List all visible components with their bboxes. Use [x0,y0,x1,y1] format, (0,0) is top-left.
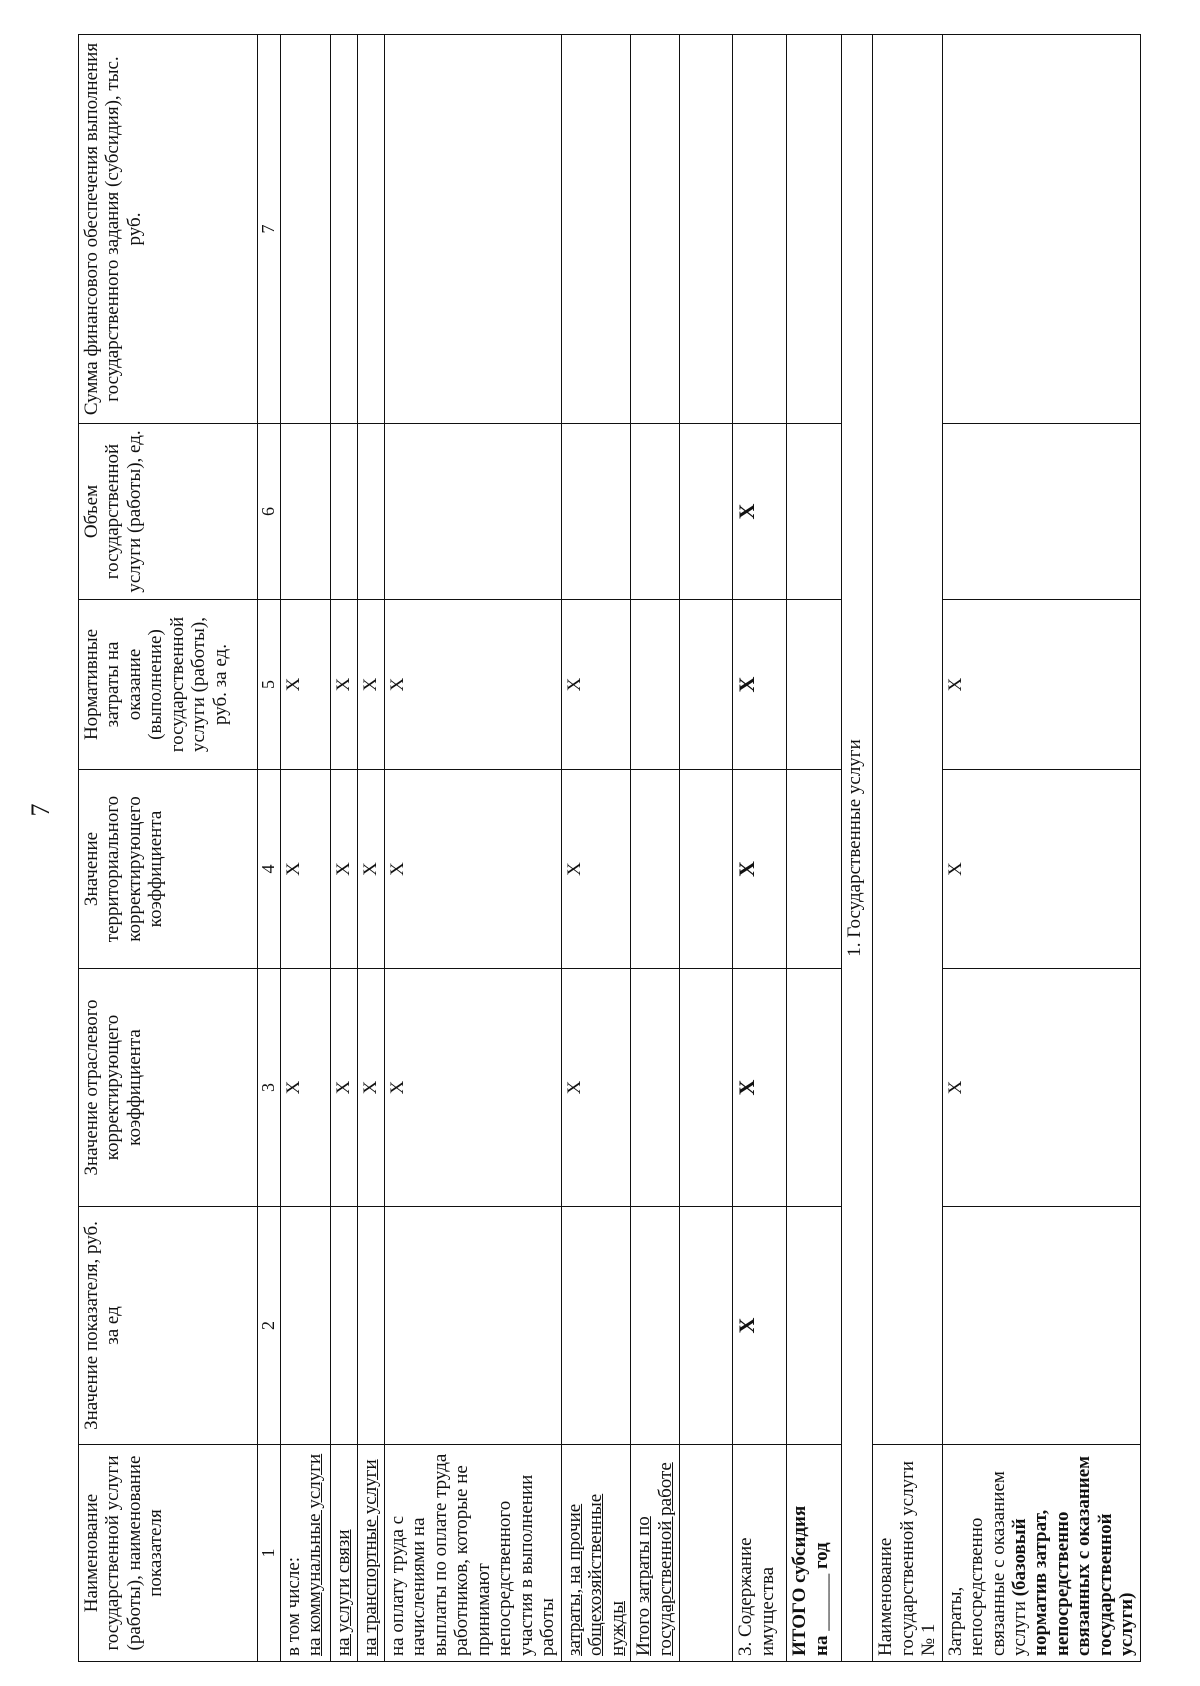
col-number-7: 7 [258,35,281,424]
col-header-4: Значение территориального корректирующего коэффициента [79,770,258,969]
table-row [942,35,1140,1662]
page-number: 7 [26,803,55,817]
cell-x: X [561,600,630,770]
col-number-4: 4 [258,770,281,969]
row-label: на транспортные услуги [358,1445,385,1662]
row-label: Итого затраты по государственной работе [631,1445,680,1662]
col-number-1: 1 [258,1445,281,1662]
cell-x: X [561,969,630,1207]
cell-x: X [358,770,385,969]
cell-x: X [358,600,385,770]
row-label-a: в том числе: [283,1556,304,1656]
rotated-table-sheet [78,35,1196,1662]
table-row [733,35,787,1662]
cell-x: X [358,969,385,1207]
section-title: 1. Государственные услуги [842,35,873,1662]
cell-x: X [733,424,787,600]
row-label [281,1445,331,1662]
table-row [331,35,358,1662]
row-label: ИТОГО субсидия на ______ год [787,1445,842,1662]
col-number-6: 6 [258,424,281,600]
cell-x: X [331,969,358,1207]
cell-x: X [385,969,562,1207]
subsidy-calculation-table [78,34,1141,1662]
cell-x: X [281,770,331,969]
cell-x: X [385,600,562,770]
table-row [561,35,630,1662]
table-row [281,35,331,1662]
table-row [631,35,680,1662]
cell-x: X [281,969,331,1207]
col-header-6: Объем государственной услуги (работы), ед. [79,424,258,600]
table-row [873,35,942,1662]
col-header-5: Нормативные затраты на оказание (выполнение) государственной услуги (работы), руб. за ед. [79,600,258,770]
table-row [358,35,385,1662]
col-number-2: 2 [258,1207,281,1445]
col-header-1: Наименование государственной услуги (работы), наименование показателя [79,1445,258,1662]
table-row [680,35,733,1662]
cell-x: X [733,969,787,1207]
row-label: 3. Содержание имущества [733,1445,787,1662]
cell-x: X [942,600,1140,770]
row-label: на оплату труда с начислениями на выплаты по оплате труда работников, которые не принимают непосредственного участия в выполнении работы [385,1445,562,1662]
section-row [842,35,873,1662]
cell-x: X [733,1207,787,1445]
table-row [385,35,562,1662]
col-header-7: Сумма финансового обеспечения выполнения государственного задания (субсидия), тыс. руб. [79,35,258,424]
row-label: Наименование государственной услуги № 1 [873,1445,942,1662]
col-number-3: 3 [258,969,281,1207]
cell-x: X [942,770,1140,969]
cell-x: X [942,969,1140,1207]
col-header-2: Значение показателя, руб. за ед [79,1207,258,1445]
col-number-5: 5 [258,600,281,770]
cell-x: X [331,770,358,969]
cell-x: X [733,600,787,770]
cell-x: X [561,770,630,969]
row-label: Затраты, непосредственно связанные с оказанием услуги (базовый норматив затрат, непосредственно связанных с оказанием государственной услуги) [942,1445,1140,1662]
row-label: затраты, на прочие общехозяйственные нужды [561,1445,630,1662]
header-row [79,35,258,1662]
table-row [787,35,842,1662]
cell-x: X [733,770,787,969]
col-header-3: Значение отраслевого корректирующего коэффициента [79,969,258,1207]
row-label: на услуги связи [331,1445,358,1662]
itogo-label: ИТОГО субсидия [789,1505,811,1656]
cell-x: X [281,600,331,770]
cell-x: X [385,770,562,969]
cell-x: X [331,600,358,770]
row-label-b: на коммунальные услуги [304,1453,326,1656]
column-number-row [258,35,281,1662]
